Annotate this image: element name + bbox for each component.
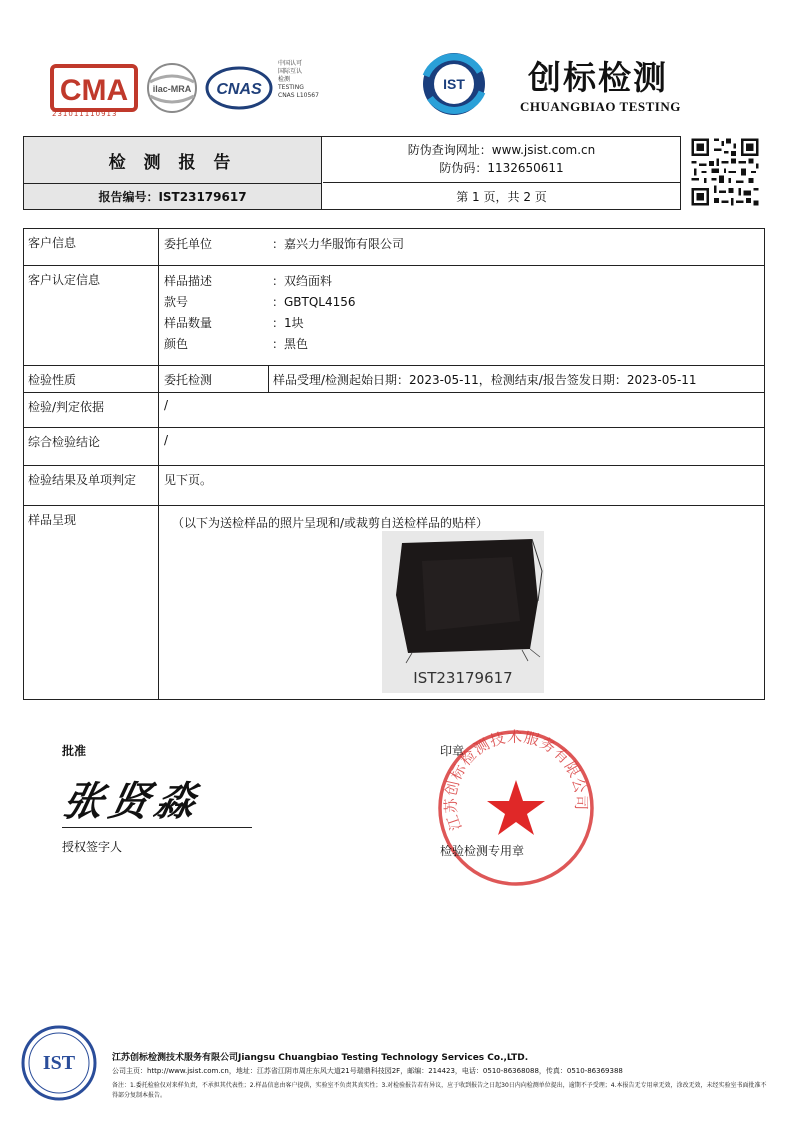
row-customer-confirm	[24, 266, 764, 366]
customer-confirm-label: 客户认定信息	[28, 273, 101, 287]
report-number: 报告编号：IST23179617	[24, 184, 322, 209]
svg-text:IST: IST	[443, 76, 465, 92]
brand-name-cn: 创标检测	[528, 58, 668, 97]
basis-value: /	[164, 398, 169, 412]
client-info-label: 客户信息	[28, 236, 77, 250]
sample-desc-label: 样品描述	[164, 274, 213, 288]
verify-code: 防伪码：1132650611	[439, 161, 564, 175]
handwritten-signature	[58, 770, 254, 830]
sample-qty-label: 样品数量	[164, 316, 213, 330]
page-info: 第 1 页，共 2 页	[456, 190, 547, 204]
qr-code-icon	[689, 136, 761, 208]
svg-text:ilac-MRA: ilac-MRA	[152, 84, 192, 94]
svg-text:CMA: CMA	[59, 74, 129, 107]
footer-notes: 备注：1.委托检验仅对来样负责，不承担其代表性；2.样品信息由客户提供，实验室不负责其真实性；3.对检验报告若有异议，应于收到报告之日起30日内向检测单位提出，逾期不予受理；4.本报告无专用章无效，涂改无效，未经实验室书面批准不得部分复制本报告。	[112, 1082, 767, 1099]
ilac-mra-logo	[142, 62, 202, 114]
style-no-value: ：GBTQL4156	[272, 295, 356, 309]
report-main-table	[23, 228, 765, 700]
conclusion-value: /	[164, 433, 169, 447]
verify-info	[323, 137, 680, 183]
verify-site: 防伪查询网址：www.jsist.com.cn	[407, 143, 596, 157]
svg-text:IST: IST	[42, 1052, 76, 1074]
sample-label: 样品呈现	[28, 513, 77, 527]
row-basis	[24, 393, 764, 428]
inspection-nature-label: 检验性质	[28, 373, 77, 387]
svg-text:江苏创标检测技术服务有限公司: 江苏创标检测技术服务有限公司	[441, 727, 591, 833]
footer-ist-seal-icon	[20, 1024, 98, 1102]
seal-label: 印章	[440, 744, 465, 758]
signer-label: 授权签字人	[62, 840, 123, 854]
row-result	[24, 466, 764, 506]
signature-text: 张贤淼	[58, 778, 207, 825]
client-unit-label: 委托单位	[164, 237, 213, 251]
report-title: 检 测 报 告	[24, 137, 322, 184]
color-label: 颜色	[164, 337, 189, 351]
row-client-info	[24, 229, 764, 266]
sample-photo-id: IST23179617	[413, 669, 513, 687]
client-unit-value: ：嘉兴力华服饰有限公司	[272, 237, 405, 251]
svg-text:CNAS: CNAS	[216, 81, 262, 98]
row-conclusion	[24, 428, 764, 466]
color-value: ：黑色	[272, 337, 309, 351]
brand-name-en: CHUANGBIAO TESTING	[520, 99, 681, 114]
cnas-logo	[205, 66, 273, 110]
ist-logo	[420, 50, 488, 118]
row-inspection-nature	[24, 366, 764, 393]
basis-label: 检验/判定依据	[28, 400, 105, 414]
cma-number: 231011110913	[52, 110, 118, 118]
cnas-text: 中国认可 国际互认 检测 TESTING CNAS L10567	[278, 60, 319, 99]
seal-sub-label: 检验检测专用章	[440, 844, 525, 858]
sample-photo	[382, 531, 544, 693]
approve-label: 批准	[62, 744, 87, 758]
sample-desc-value: ：双绉面料	[272, 274, 333, 288]
inspection-nature-value: 委托检测	[164, 373, 213, 387]
conclusion-label: 综合检验结论	[28, 435, 101, 449]
cma-logo	[50, 62, 138, 114]
signature-line	[62, 827, 252, 828]
result-value: 见下页。	[164, 473, 213, 487]
inspection-dates: 样品受理/检测起始日期：2023-05-11，检测结束/报告签发日期：2023-05-11	[268, 366, 697, 392]
result-label: 检验结果及单项判定	[28, 473, 137, 487]
style-no-label: 款号	[164, 295, 189, 309]
sample-caption: （以下为送检样品的照片呈现和/或裁剪自送检样品的贴样）	[172, 516, 489, 530]
footer-address: 公司主页：http://www.jsist.com.cn，地址：江苏省江阴市周庄东风大道21号瑞鼎科技园2F，邮编：214423，电话：0510-86368088，传真：0510-86369388	[112, 1067, 623, 1075]
footer-company: 江苏创标检测技术服务有限公司Jiangsu Chuangbiao Testing Technology Services Co.,LTD.	[112, 1053, 529, 1063]
sample-qty-value: ：1块	[272, 316, 304, 330]
report-header-table	[23, 136, 681, 210]
